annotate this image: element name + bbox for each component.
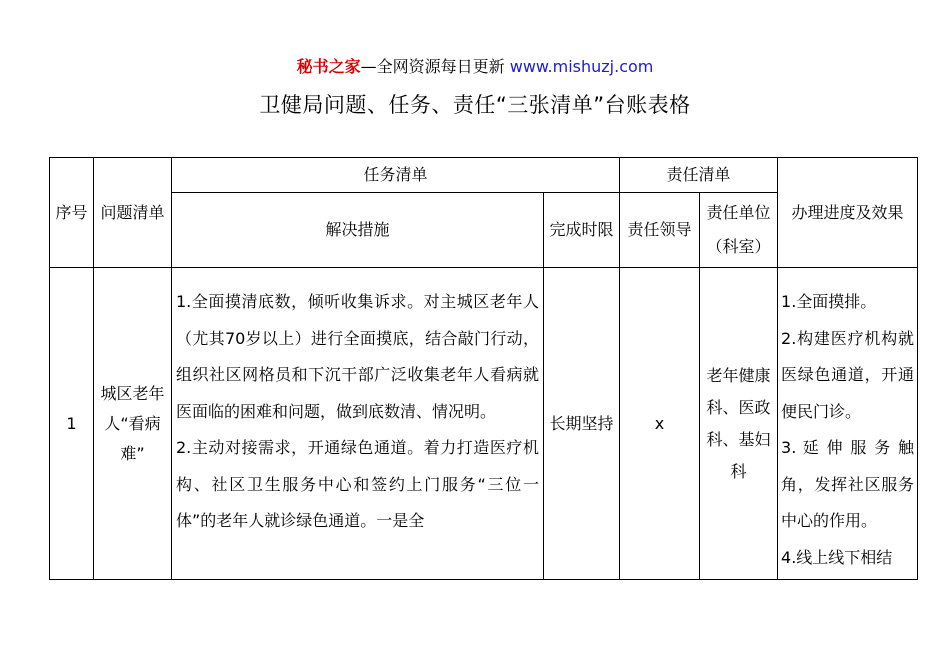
progress-item: 1.全面摸排。 xyxy=(781,292,877,311)
header-slogan: —全网资源每日更新 xyxy=(360,57,510,76)
header-resp-group: 责任清单 xyxy=(620,158,778,193)
row-unit: 老年健康科、医政科、基妇科 xyxy=(700,268,778,580)
header-leader: 责任领导 xyxy=(620,193,700,268)
header-unit-line2: （科室） xyxy=(706,237,771,256)
measure-item: 2.主动对接需求，开通绿色通道。着力打造医疗机构、社区卫生服务中心和签约上门服务“三位一体”的老年人就诊绿色通道。一是全 xyxy=(176,438,539,530)
header-progress: 办理进度及效果 xyxy=(778,158,918,268)
progress-item: 3. 延 伸 服 务 触 角，发挥社区服务中心的作用。 xyxy=(781,438,915,530)
header-unit xyxy=(700,193,778,268)
row-deadline: 长期坚持 xyxy=(544,268,620,580)
progress-item: 2.构建医疗机构就医绿色通道，开通便民门诊。 xyxy=(781,328,915,421)
header-row-1 xyxy=(50,158,918,193)
header-problem: 问题清单 xyxy=(94,158,172,268)
table-row xyxy=(50,268,918,580)
document-title: 卫健局问题、任务、责任“三张清单”台账表格 xyxy=(259,93,691,117)
row-seq: 1 xyxy=(50,268,94,580)
row-measures-cell xyxy=(172,268,544,580)
site-url-link[interactable]: www.mishuzj.com xyxy=(509,57,654,76)
measure-item: 1.全面摸清底数，倾听收集诉求。对主城区老年人（尤其70岁以上）进行全面摸底，结合敲门行动，组织社区网格员和下沉干部广泛收集老年人看病就医面临的困难和问题，做到底数清、情况明。 xyxy=(176,292,539,421)
header-measures: 解决措施 xyxy=(172,193,544,268)
row-problem: 城区老年人“看病难” xyxy=(94,268,172,580)
header-task-group: 任务清单 xyxy=(172,158,620,193)
row-measures xyxy=(172,268,543,579)
row-progress xyxy=(778,268,917,579)
site-header xyxy=(0,56,950,78)
ledger-table xyxy=(49,157,918,580)
progress-item: 4.线上线下相结 xyxy=(781,547,893,567)
header-unit-line1: 责任单位 xyxy=(706,203,771,222)
row-progress-cell xyxy=(778,268,918,580)
row-leader: x xyxy=(620,268,700,580)
brand-name: 秘书之家 xyxy=(296,57,361,76)
header-seq: 序号 xyxy=(50,158,94,268)
header-deadline: 完成时限 xyxy=(544,193,620,268)
